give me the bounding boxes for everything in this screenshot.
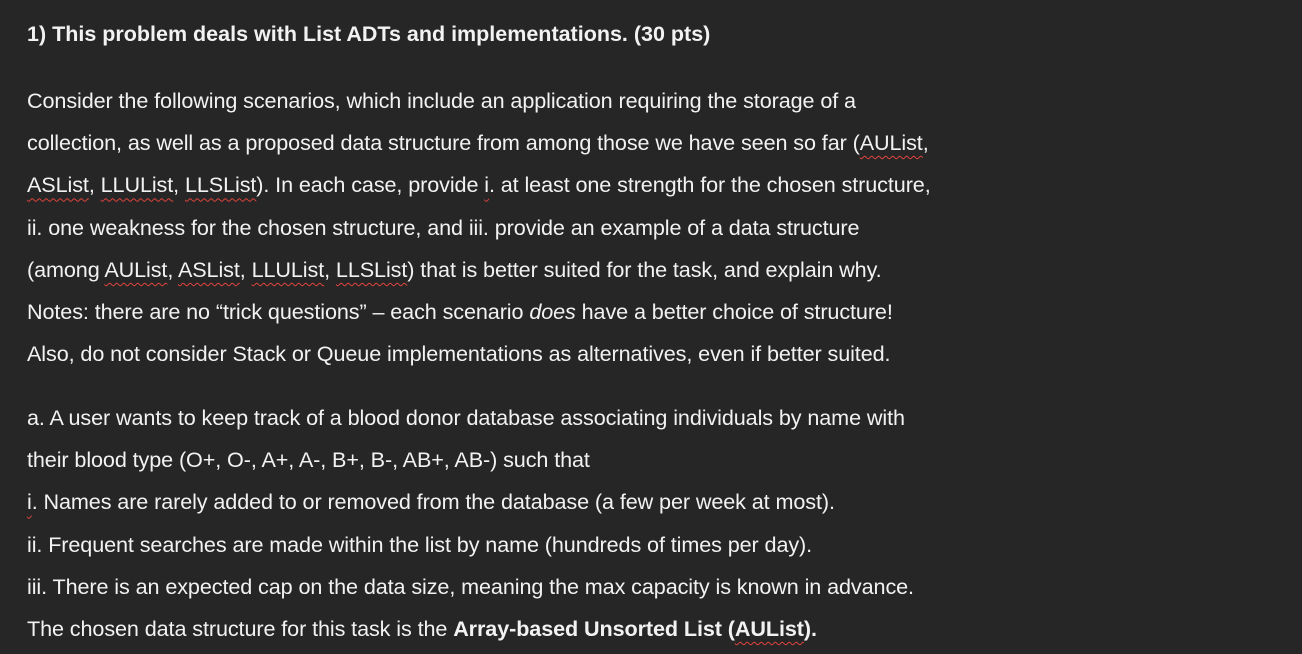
text-segment: Consider the following scenarios, which include an application requiring the storage of a [27,88,856,113]
text-segment: collection, as well as a proposed data structure from among those we have seen so far ( [27,130,860,156]
text-segment: , [167,256,178,282]
text-line [27,207,931,249]
text-segment: their blood type (O+, O-, A+, A-, B+, B-, AB+, AB-) such that [27,447,590,473]
bold-text: ). [803,615,817,641]
text-segment: The chosen data structure for this task is the [27,615,454,641]
text-segment: , [173,172,185,198]
text-line [27,333,931,375]
text-segment: (among [27,256,105,282]
text-segment: Notes: there are no “trick questions” – each scenario [27,298,530,324]
text-segment: , [922,130,929,156]
text-segment: , [239,256,252,282]
text-segment: . at least one strength for the chosen structure, [488,172,931,198]
text-line [27,397,914,439]
text-segment: . Names are rarely added to or removed from the database (a few per week at most). [31,489,835,515]
text-line [27,439,914,481]
text-line [27,122,931,164]
text-segment: ). In each case, provide [256,172,485,198]
text-segment: have a better choice of structure! [575,298,893,324]
text-segment: iii. There is an expected cap on the data size, meaning the max capacity is known in advance. [27,573,914,599]
problem-heading: 1) This problem deals with List ADTs and implementations. (30 pts) [27,22,711,46]
text-line [27,164,931,206]
spellcheck-flagged-word: LLUList [100,172,174,198]
text-line [27,481,914,523]
text-line [27,608,914,650]
italic-text: does [529,298,576,324]
intro-paragraph [27,80,931,375]
text-line [27,249,931,291]
text-segment: a. A user wants to keep track of a blood donor database associating individuals by name with [27,405,905,430]
spellcheck-flagged-word: AUList [104,256,168,282]
text-segment: , [88,172,101,198]
spellcheck-flagged-word: LLSList [335,256,408,282]
bold-text: Array-based Unsorted List ( [453,615,735,641]
spellcheck-flagged-word: ASList [177,256,240,282]
spellcheck-flagged-word: LLSList [184,172,257,198]
scenario-a-paragraph [27,397,914,650]
spellcheck-flagged-word: i [484,172,489,198]
spellcheck-flagged-word: AUList [734,615,804,641]
spellcheck-flagged-word: LLUList [251,256,325,282]
text-segment: ) that is better suited for the task, and explain why. [407,256,882,282]
text-line [27,524,914,566]
text-line [27,291,931,333]
spellcheck-flagged-word: i [27,489,32,515]
text-line [27,80,931,122]
text-segment: ii. one weakness for the chosen structure, and iii. provide an example of a data structure [27,214,860,240]
spellcheck-flagged-word: AUList [859,130,923,156]
text-segment: , [324,256,336,282]
spellcheck-flagged-word: ASList [27,172,89,198]
text-line [27,566,914,608]
text-segment: Also, do not consider Stack or Queue implementations as alternatives, even if better suited. [27,341,891,367]
text-segment: ii. Frequent searches are made within the list by name (hundreds of times per day). [27,531,813,557]
